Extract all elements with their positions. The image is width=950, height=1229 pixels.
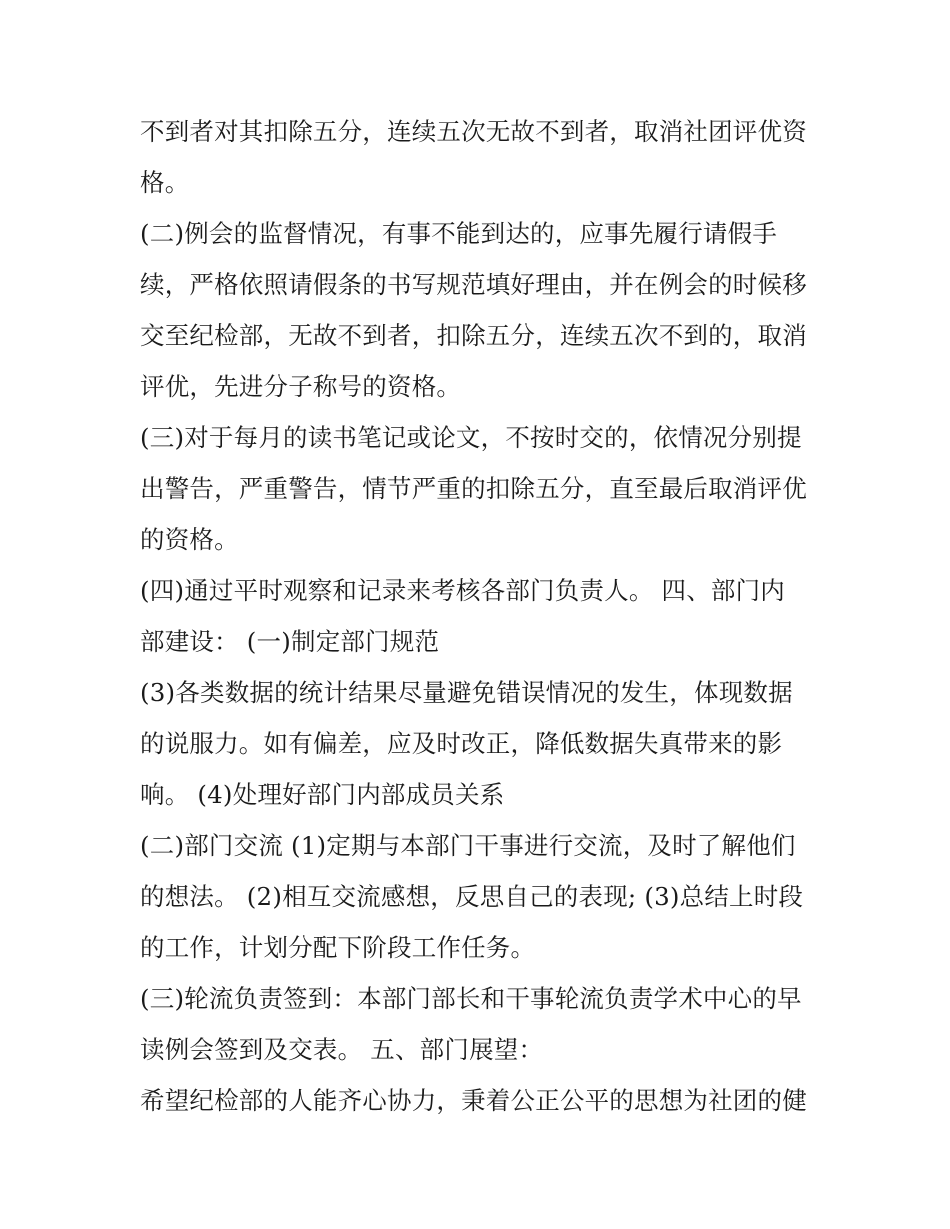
text-line: 读例会签到及交表。 五、部门展望： (140, 1035, 544, 1064)
text-line: 续，严格依照请假条的书写规范填好理由，并在例会的时候移 (140, 270, 807, 299)
text-line: 的想法。 (2)相互交流感想，反思自己的表现; (3)总结上时段 (140, 882, 804, 911)
text-line: 不到者对其扣除五分，连续五次无故不到者，取消社团评优资 (140, 117, 807, 146)
text-line: 的资格。 (140, 525, 239, 554)
text-line: 评优，先进分子称号的资格。 (140, 372, 462, 401)
text-line: 的说服力。如有偏差，应及时改正，降低数据失真带来的影 (140, 729, 783, 758)
text-line: 希望纪检部的人能齐心协力，秉着公正公平的思想为社团的健 (140, 1086, 807, 1115)
text-line: 响。 (4)处理好部门内部成员关系 (140, 780, 505, 809)
text-line: 的工作，计划分配下阶段工作任务。 (140, 933, 536, 962)
document-body (140, 106, 820, 1126)
text-line: 格。 (140, 168, 190, 197)
text-line: (二)部门交流 (1)定期与本部门干事进行交流，及时了解他们 (140, 831, 796, 860)
text-line: 部建设： (一)制定部门规范 (140, 627, 440, 656)
text-line: (三)轮流负责签到：本部门部长和干事轮流负责学术中心的早 (140, 984, 802, 1013)
text-line: 交至纪检部，无故不到者，扣除五分，连续五次不到的，取消 (140, 321, 807, 350)
text-line: (三)对于每月的读书笔记或论文，不按时交的，依情况分别提 (140, 423, 802, 452)
text-line: 出警告，严重警告，情节严重的扣除五分，直至最后取消评优 (140, 474, 807, 503)
text-line: (二)例会的监督情况，有事不能到达的，应事先履行请假手 (140, 219, 778, 248)
text-line: (3)各类数据的统计结果尽量避免错误情况的发生，体现数据 (140, 678, 793, 707)
text-line: (四)通过平时观察和记录来考核各部门负责人。 四、部门内 (140, 576, 786, 605)
